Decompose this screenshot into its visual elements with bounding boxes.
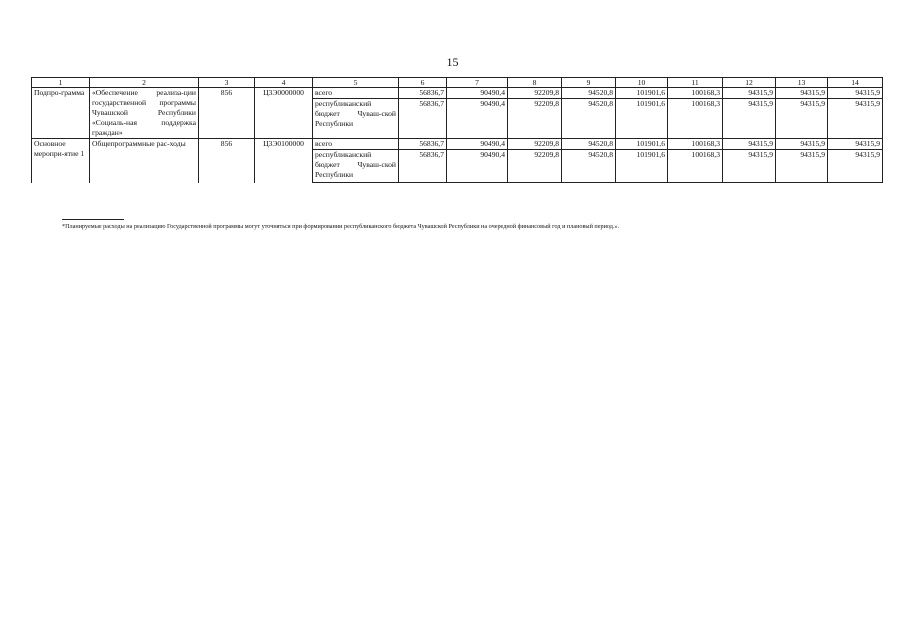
- program-name-cell: «Обеспечение реализа-ции государственной программы Чувашской Республики «Социаль-ная поддержка граждан»: [90, 88, 199, 139]
- value-cell: 100168,3: [668, 99, 723, 139]
- value-cell: 101901,6: [616, 139, 668, 150]
- value-cell: 94520,8: [562, 99, 616, 139]
- value-cell: 56836,7: [399, 139, 447, 150]
- value-cell: 94520,8: [562, 139, 616, 150]
- target-article-cell: Ц3Э0000000: [255, 88, 313, 139]
- value-cell: 94315,9: [776, 139, 828, 150]
- value-cell: 94315,9: [828, 150, 883, 183]
- value-cell: 94315,9: [776, 150, 828, 183]
- column-header: 13: [776, 78, 828, 88]
- column-header: 4: [255, 78, 313, 88]
- value-cell: 94520,8: [562, 150, 616, 183]
- value-cell: 94315,9: [723, 88, 776, 99]
- value-cell: 94315,9: [723, 150, 776, 183]
- column-header: 5: [313, 78, 399, 88]
- value-cell: 94315,9: [828, 88, 883, 99]
- value-cell: 56836,7: [399, 150, 447, 183]
- value-cell: 100168,3: [668, 150, 723, 183]
- column-header: 9: [562, 78, 616, 88]
- column-header: 14: [828, 78, 883, 88]
- value-cell: 92209,8: [508, 88, 562, 99]
- value-cell: 90490,4: [447, 99, 508, 139]
- header-row: [32, 78, 883, 88]
- funding-source-cell: республиканский бюджет Чуваш-ской Республики: [313, 99, 399, 139]
- value-cell: 101901,6: [616, 150, 668, 183]
- budget-table: [31, 77, 883, 183]
- column-header: 1: [32, 78, 90, 88]
- value-cell: 94315,9: [828, 99, 883, 139]
- value-cell: 100168,3: [668, 88, 723, 99]
- value-cell: 101901,6: [616, 99, 668, 139]
- column-header: 10: [616, 78, 668, 88]
- value-cell: 94315,9: [723, 99, 776, 139]
- funding-source-cell: всего: [313, 139, 399, 150]
- value-cell: 94315,9: [828, 139, 883, 150]
- value-cell: 94315,9: [723, 139, 776, 150]
- ministry-code-cell: 856: [199, 139, 255, 183]
- value-cell: 92209,8: [508, 99, 562, 139]
- column-header: 11: [668, 78, 723, 88]
- funding-source-cell: всего: [313, 88, 399, 99]
- value-cell: 101901,6: [616, 88, 668, 99]
- value-cell: 90490,4: [447, 88, 508, 99]
- table-row: [32, 139, 883, 150]
- footnote-divider: [62, 219, 124, 220]
- value-cell: 94520,8: [562, 88, 616, 99]
- program-type-cell: Основное меропри-ятие 1: [32, 139, 90, 183]
- value-cell: 100168,3: [668, 139, 723, 150]
- value-cell: 56836,7: [399, 88, 447, 99]
- ministry-code-cell: 856: [199, 88, 255, 139]
- value-cell: 90490,4: [447, 150, 508, 183]
- column-header: 8: [508, 78, 562, 88]
- target-article-cell: Ц3Э0100000: [255, 139, 313, 183]
- funding-source-cell: республиканский бюджет Чуваш-ской Республики: [313, 150, 399, 183]
- program-name-cell: Общепрограммные рас-ходы: [90, 139, 199, 183]
- value-cell: 90490,4: [447, 139, 508, 150]
- column-header: 3: [199, 78, 255, 88]
- page-number: 15: [446, 55, 459, 69]
- column-header: 6: [399, 78, 447, 88]
- column-header: 12: [723, 78, 776, 88]
- value-cell: 56836,7: [399, 99, 447, 139]
- value-cell: 92209,8: [508, 150, 562, 183]
- column-header: 2: [90, 78, 199, 88]
- value-cell: 94315,9: [776, 99, 828, 139]
- footnote: *Планируемые расходы на реализацию Государственной программы могут уточняться при формировании республиканского бюджета Чувашской Республики на очередной финансовый год и плановый период.».: [62, 223, 620, 230]
- value-cell: 94315,9: [776, 88, 828, 99]
- column-header: 7: [447, 78, 508, 88]
- program-type-cell: Подпро-грамма: [32, 88, 90, 139]
- table-row: [32, 88, 883, 99]
- value-cell: 92209,8: [508, 139, 562, 150]
